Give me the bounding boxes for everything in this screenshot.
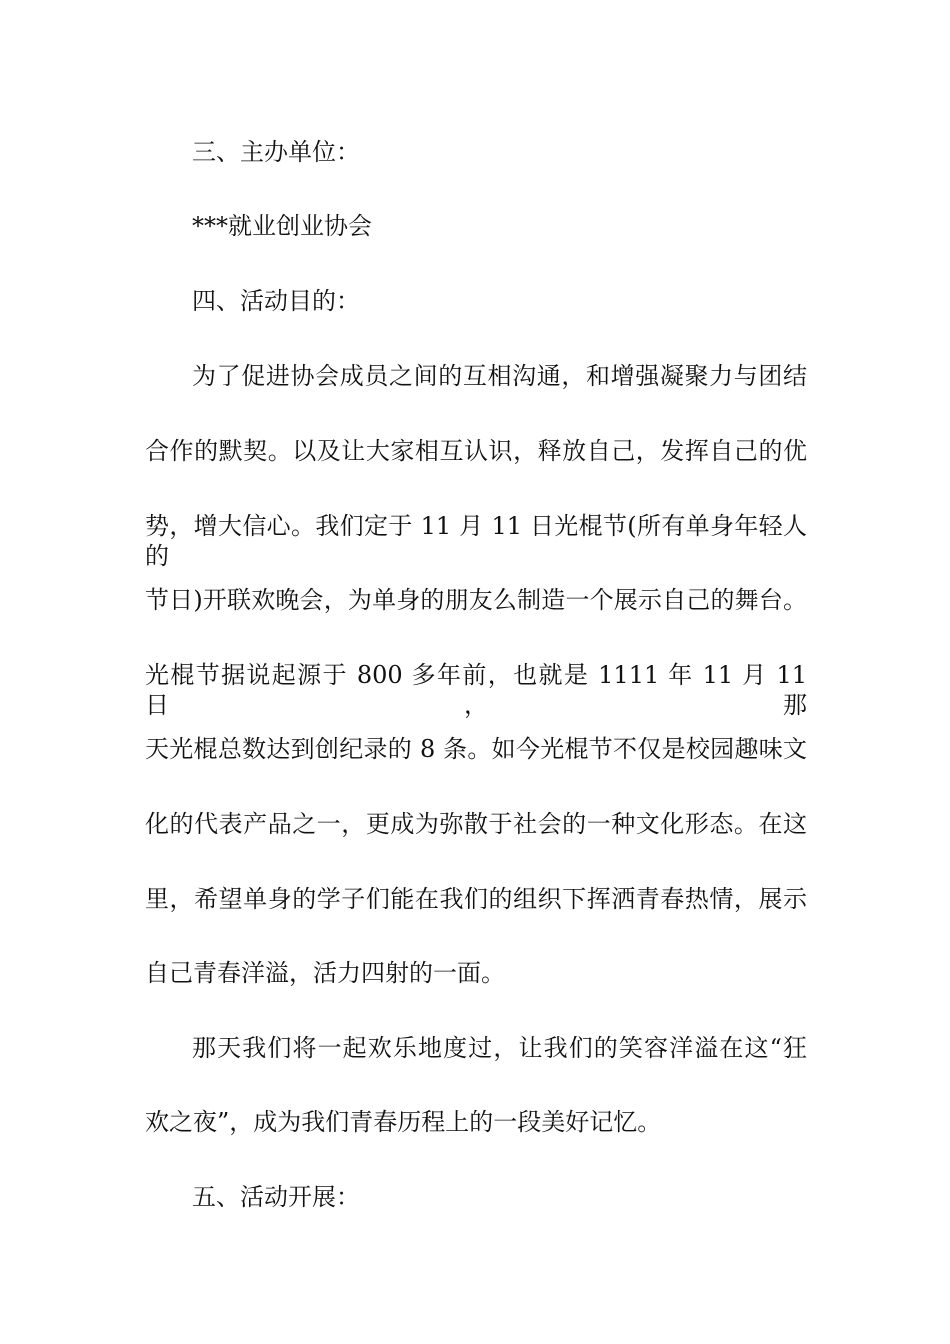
paragraph-line: 自己青春洋溢，活力四射的一面。	[145, 959, 505, 987]
heading-organizer: 三、主办单位：	[192, 138, 360, 166]
paragraph-line: 为了促进协会成员之间的互相沟通，和增强凝聚力与团结	[192, 362, 807, 390]
paragraph-line: 化的代表产品之一，更成为弥散于社会的一种文化形态。在这	[145, 810, 807, 838]
heading-activities: 五、活动开展：	[192, 1183, 360, 1211]
paragraph-line: 光棍节据说起源于 800 多年前，也就是 1111 年 11 月 11 日，那	[145, 661, 807, 719]
paragraph-line: 里，希望单身的学子们能在我们的组织下挥洒青春热情，展示	[145, 885, 807, 913]
paragraph-line: 势，增大信心。我们定于 11 月 11 日光棍节(所有单身年轻人的	[145, 512, 807, 570]
paragraph-line: 欢之夜”，成为我们青春历程上的一段美好记忆。	[145, 1108, 662, 1136]
paragraph-line: 合作的默契。以及让大家相互认识，释放自己，发挥自己的优	[145, 437, 807, 465]
paragraph-line: 天光棍总数达到创纪录的 8 条。如今光棍节不仅是校园趣味文	[145, 735, 807, 763]
organizer-name: ***就业创业协会	[192, 212, 372, 240]
heading-purpose: 四、活动目的：	[192, 287, 360, 315]
paragraph-line: 节日)开联欢晚会，为单身的朋友么制造一个展示自己的舞台。	[145, 586, 807, 614]
paragraph-line: 那天我们将一起欢乐地度过，让我们的笑容洋溢在这“狂	[192, 1034, 807, 1062]
